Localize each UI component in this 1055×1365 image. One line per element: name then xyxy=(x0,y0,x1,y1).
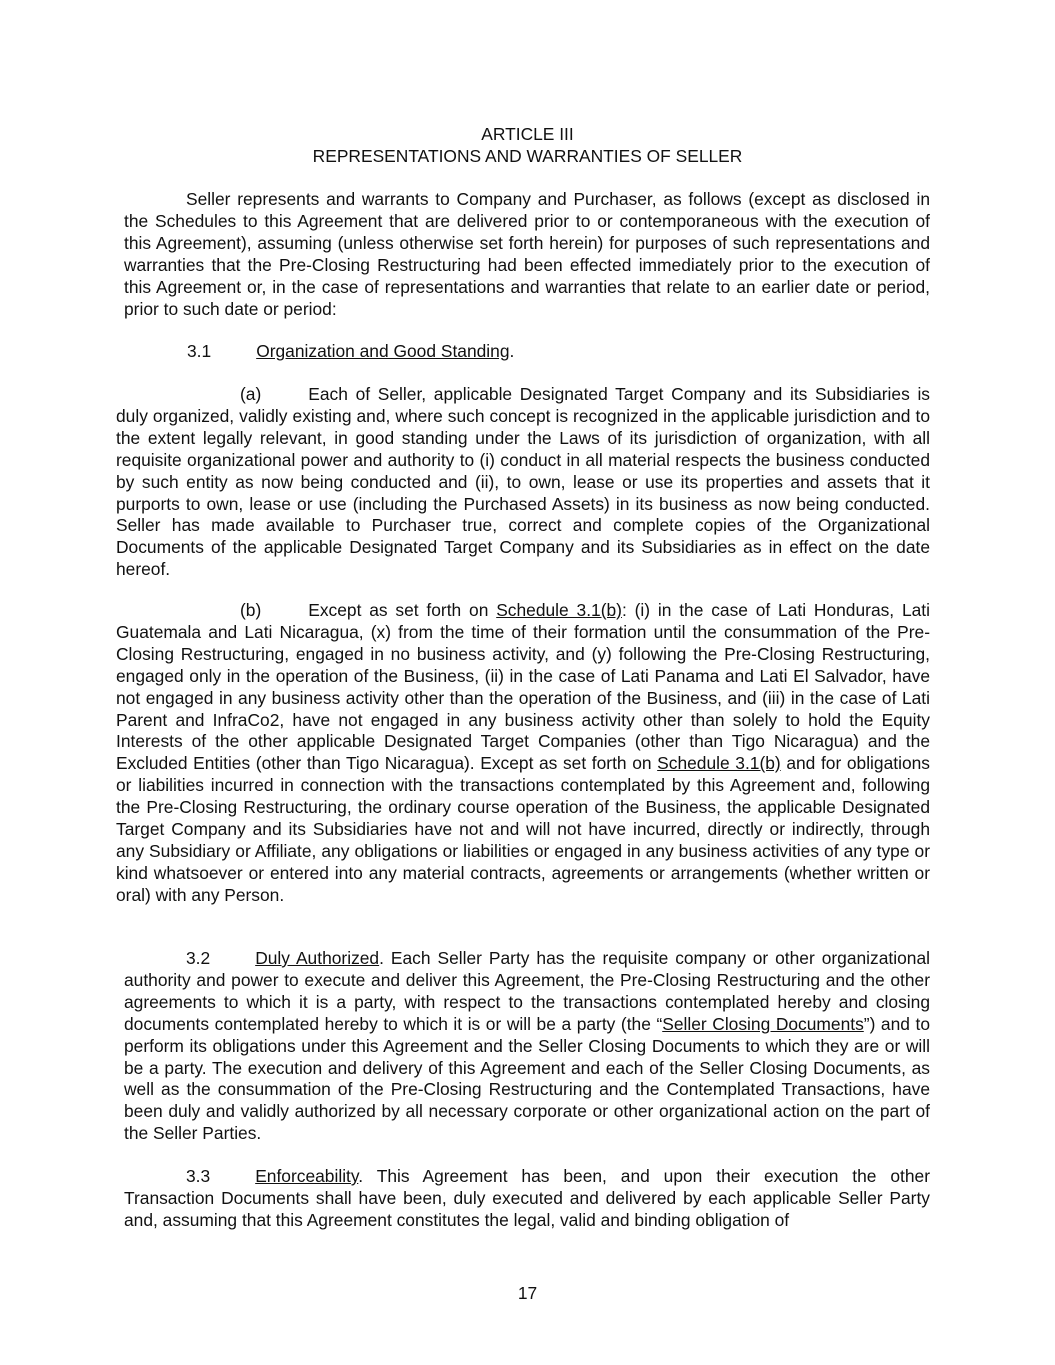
subsection-3-1-a xyxy=(116,384,930,581)
section-title: Enforceability xyxy=(255,1166,359,1186)
article-title: REPRESENTATIONS AND WARRANTIES OF SELLER xyxy=(312,146,743,166)
schedule-reference: Schedule 3.1(b) xyxy=(657,753,781,774)
section-number: 3.2 xyxy=(186,948,211,968)
heading-period: . xyxy=(509,341,515,361)
section-3-2 xyxy=(124,948,930,1145)
section-text-part-2: ”) and to perform its obligations under this Agreement and the Seller Closing Documents to which they are or will be a party. The execution and delivery of this Agreement and each of the Seller Closing Documents, as well as the consummation of the Pre-Closing Restructuring and the Contemplated Transactions, have been duly and validly authorized by all necessary corporate or other organizational action on the part of the Seller Parties. xyxy=(124,1013,931,1144)
subsection-text-part-2: and for obligations or liabilities incurred in connection with the transactions contemplated by this Agreement and, following the Pre-Closing Restructuring, the ordinary course operation of the Business, the applicable Designated Target Company and its Subsidiaries have not and will not have incurred, directly or indirectly, through any Subsidiary or Affiliate, any obligations or liabilities or engaged in any business activities of any type or kind whatsoever or entered into any material contracts, agreements or arrangements (whether written or oral) with any Person. xyxy=(116,753,930,905)
subsection-lead: Except as set forth on xyxy=(308,600,497,620)
section-title: Organization and Good Standing xyxy=(256,341,510,361)
section-text: . This Agreement has been, and upon their execution the other Transaction Documents shall have been, duly executed and delivered by each applicable Seller Party and, assuming that this Agreement constitutes the legal, valid and binding obligation of xyxy=(124,1166,930,1230)
section-number: 3.1 xyxy=(187,341,212,361)
subsection-text-part-1: : (i) in the case of Lati Honduras, Lati Guatemala and Lati Nicaragua, (x) from the time of their formation until the consummation of the Pre-Closing Restructuring, engaged in no business activity, and (y) following the Pre-Closing Restructuring, engaged only in the operation of the Business, (ii) in the case of Lati Panama and Lati El Salvador, have not engaged in any business activity other than the operation of the Business, and (iii) in the case of Lati Parent and InfraCo2, have not engaged in any business activity other than solely to hold the Equity Interests of the other applicable Designated Target Companies (other than Tigo Nicaragua) and the Excluded Entities (other than Tigo Nicaragua). Except as set forth on xyxy=(116,600,930,774)
defined-term: Seller Closing Documents xyxy=(662,1013,864,1034)
page-number: 17 xyxy=(517,1283,538,1303)
article-number: ARTICLE III xyxy=(481,124,574,144)
subsection-text: Each of Seller, applicable Designated Target Company and its Subsidiaries is duly organized, validly existing and, where such concept is recognized in the applicable jurisdiction and to the extent legally relevant, in good standing under the Laws of its jurisdiction of organization, with all requisite organizational power and authority to (i) conduct in all material respects the business conducted by such entity as now being conducted and (ii), to own, lease or use its properties and assets that it purports to own, lease or use (including the Purchased Assets) in its business as now being conducted. Seller has made available to Purchaser true, correct and complete copies of the Organizational Documents of the applicable Designated Target Company and its Subsidiaries as in effect on the date hereof. xyxy=(116,384,930,580)
subsection-3-1-b xyxy=(116,600,930,907)
subsection-label: (a) xyxy=(240,384,262,404)
section-3-1-heading xyxy=(187,341,514,363)
section-title: Duly Authorized xyxy=(255,948,380,968)
section-text-part-1: . Each Seller Party has the requisite company or other organizational authority and power to execute and deliver this Agreement, the Pre-Closing Restructuring and the other agreements to which it is a party, with respect to the transactions contemplated hereby and closing documents contemplated hereby to which it is or will be a party (the “ xyxy=(124,948,930,1034)
section-number: 3.3 xyxy=(186,1166,211,1186)
section-3-3 xyxy=(124,1166,930,1232)
subsection-label: (b) xyxy=(240,600,262,620)
schedule-reference: Schedule 3.1(b) xyxy=(496,600,622,620)
intro-paragraph: Seller represents and warrants to Company and Purchaser, as follows (except as disclosed in the Schedules to this Agreement that are delivered prior to or contemporaneous with the execution of this Agreement), assuming (unless otherwise set forth herein) for purposes of such representations and warranties that the Pre-Closing Restructuring had been effected immediately prior to the execution of this Agreement or, in the case of representations and warranties that relate to an earlier date or period, prior to such date or period: xyxy=(124,189,930,319)
